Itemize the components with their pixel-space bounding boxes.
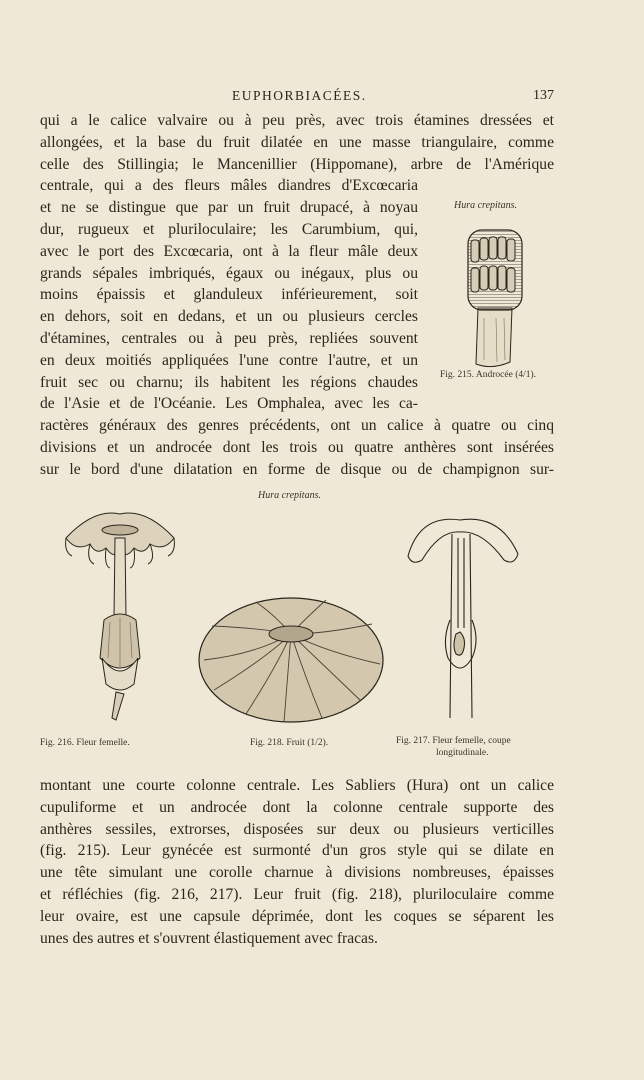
- text-line: grands sépales imbriqués, égaux ou inégaux, plus ou: [40, 264, 418, 282]
- androecium-illustration: [440, 222, 600, 382]
- text-line: dur, rugueux et pluriloculaire; les Carumbium, qui,: [40, 220, 418, 238]
- text-line: allongées, et la base du fruit dilatée en une masse triangulaire, comme: [40, 133, 554, 151]
- text-line: centrale, qui a des fleurs mâles diandres d'Excœcaria: [40, 177, 418, 195]
- figure-216-caption: Fig. 216. Fleur femelle.: [40, 738, 130, 748]
- figure-217-caption: Fig. 217. Fleur femelle, coupe: [396, 736, 511, 746]
- text-line: sur le bord d'une dilatation en forme de disque ou de champignon sur-: [40, 460, 554, 478]
- figure-215-title: Hura crepitans.: [454, 200, 517, 211]
- text-line: unes des autres et s'ouvrent élastiquement avec fracas.: [40, 929, 378, 947]
- text-line: fruit sec ou charnu; ils habitent les régions chaudes: [40, 373, 418, 391]
- figure-plate: [40, 488, 600, 768]
- fruit-illustration: [196, 594, 386, 734]
- text-line: cupuliforme et un androcée dont la colonne centrale supporte des: [40, 798, 554, 816]
- body-paragraph-2: [40, 775, 554, 949]
- female-flower-illustration: [54, 508, 184, 728]
- text-line: d'étamines, centrales ou à peu près, repliées souvent: [40, 329, 418, 347]
- figure-215: [440, 196, 600, 386]
- text-line: moins épaissis et glanduleux inférieurement, soit: [40, 286, 418, 304]
- text-line: qui a le calice valvaire ou à peu près, avec trois étamines dressées et: [40, 112, 554, 129]
- section-title: EUPHORBIACÉES.: [232, 88, 367, 103]
- text-line: (fig. 215). Leur gynécée est surmonté d'un gros style qui se dilate en: [40, 842, 554, 860]
- running-header: [0, 88, 644, 106]
- text-line: et ne se distingue que par un fruit drupacé, à noyau: [40, 199, 418, 217]
- text-line: de l'Asie et de l'Océanie. Les Omphalea, avec les ca-: [40, 395, 418, 413]
- text-line: divisions et un androcée dont les trois ou quatre anthères sont insérées: [40, 438, 554, 456]
- text-line: anthères sessiles, extrorses, disposées sur deux ou plusieurs verticilles: [40, 820, 554, 838]
- text-line: montant une courte colonne centrale. Les Sabliers (Hura) ont un calice: [40, 777, 554, 794]
- plate-title: Hura crepitans.: [258, 490, 321, 501]
- flower-section-illustration: [400, 508, 530, 728]
- text-line: leur ovaire, est une capsule déprimée, dont les coques se séparent les: [40, 907, 554, 925]
- text-line: une tête simulant une corolle charnue à divisions nombreuses, épaisses: [40, 864, 554, 882]
- text-line: celle des Stillingia; le Mancenillier (Hippomane), arbre de l'Amérique: [40, 155, 554, 173]
- text-line: en dehors, soit en dedans, et un ou plusieurs cercles: [40, 308, 418, 326]
- text-line: avec le port des Excœcaria, ont à la fleur mâle deux: [40, 242, 418, 260]
- figure-218-caption: Fig. 218. Fruit (1/2).: [250, 738, 329, 748]
- text-line: en deux moitiés appliquées l'une contre l'autre, et un: [40, 351, 418, 369]
- figure-217-caption-cont: longitudinale.: [436, 748, 489, 758]
- figure-215-caption: Fig. 215. Androcée (4/1).: [440, 370, 537, 380]
- text-line: et réfléchies (fig. 216, 217). Leur fruit (fig. 218), pluriloculaire comme: [40, 885, 554, 903]
- page-number: 137: [533, 88, 554, 103]
- text-line: ractères généraux des genres précédents, ont un calice à quatre ou cinq: [40, 417, 554, 435]
